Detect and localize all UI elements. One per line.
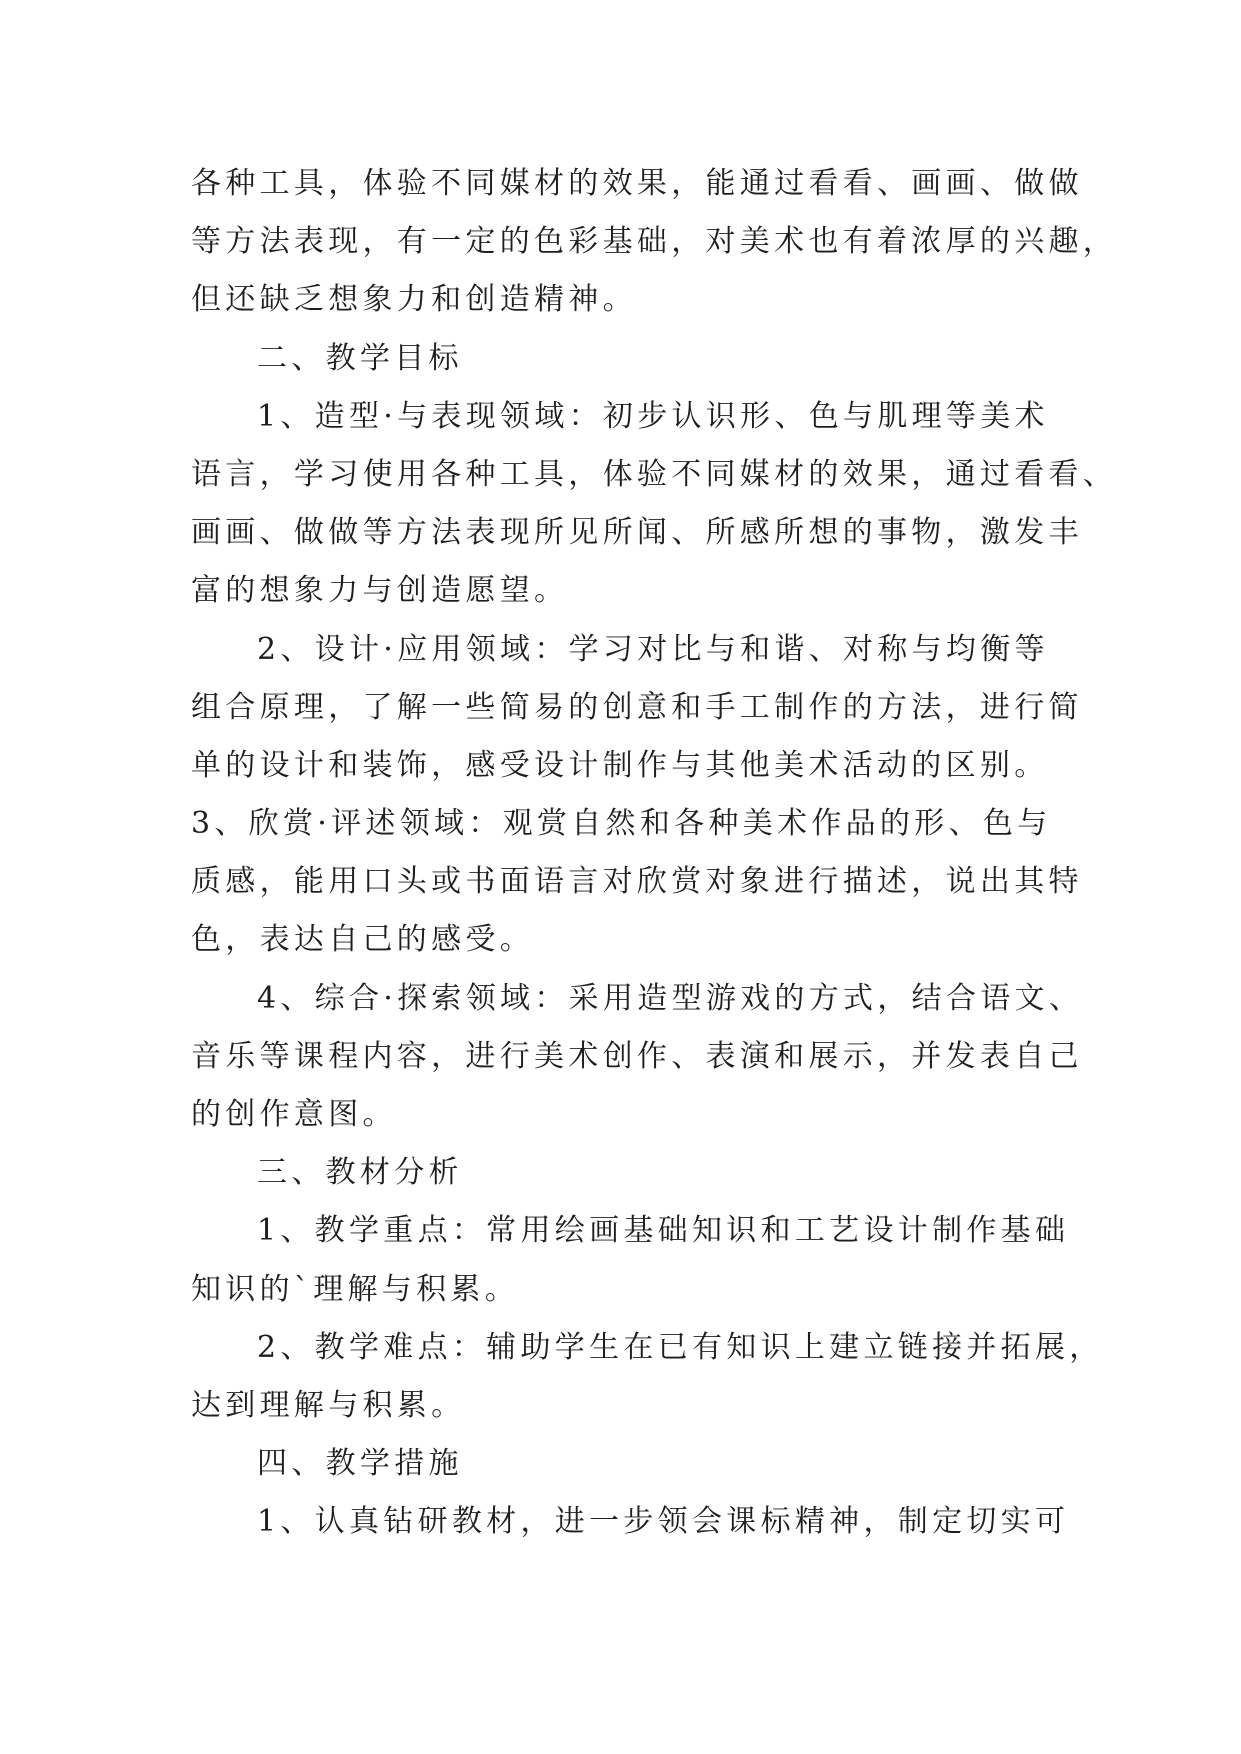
- text-line: 但还缺乏想象力和创造精神。: [191, 282, 637, 318]
- text-line: 3、欣赏·评述领域：观赏自然和各种美术作品的形、色与: [191, 806, 1052, 842]
- text-line: 三、教材分析: [257, 1155, 463, 1191]
- text-line: 四、教学措施: [257, 1446, 463, 1482]
- text-line: 二、教学目标: [257, 340, 463, 376]
- text-line: 语言，学习使用各种工具，体验不同媒材的效果，通过看看、: [191, 456, 1118, 492]
- text-line: 1、造型·与表现领域：初步认识形、色与肌理等美术: [257, 398, 1049, 434]
- text-line: 富的想象力与创造愿望。: [191, 573, 569, 609]
- text-line: 知识的`理解与积累。: [191, 1271, 519, 1307]
- text-line: 2、教学难点：辅助学生在已有知识上建立链接并拓展，: [257, 1329, 1104, 1365]
- text-line: 单的设计和装饰，感受设计制作与其他美术活动的区别。: [191, 747, 1049, 783]
- text-line: 1、认真钻研教材，进一步领会课标精神，制定切实可: [257, 1504, 1070, 1540]
- text-line: 2、设计·应用领域：学习对比与和谐、对称与均衡等: [257, 631, 1049, 667]
- document-body: [191, 155, 1118, 1552]
- text-line: 音乐等课程内容，进行美术创作、表演和展示，并发表自己: [191, 1038, 1083, 1074]
- text-line: 色，表达自己的感受。: [191, 922, 534, 958]
- text-line: 画画、做做等方法表现所见所闻、所感所想的事物，激发丰: [191, 515, 1083, 551]
- text-line: 达到理解与积累。: [191, 1387, 466, 1423]
- text-line: 各种工具，体验不同媒材的效果，能通过看看、画画、做做: [191, 166, 1083, 201]
- text-line: 1、教学重点：常用绘画基础知识和工艺设计制作基础: [257, 1213, 1070, 1249]
- text-line: 4、综合·探索领域：采用造型游戏的方式，结合语文、: [257, 980, 1084, 1016]
- text-line: 等方法表现，有一定的色彩基础，对美术也有着浓厚的兴趣，: [191, 224, 1118, 260]
- text-line: 组合原理，了解一些简易的创意和手工制作的方法，进行简: [191, 689, 1083, 725]
- text-line: 质感，能用口头或书面语言对欣赏对象进行描述，说出其特: [191, 864, 1083, 900]
- text-line: 的创作意图。: [191, 1097, 397, 1132]
